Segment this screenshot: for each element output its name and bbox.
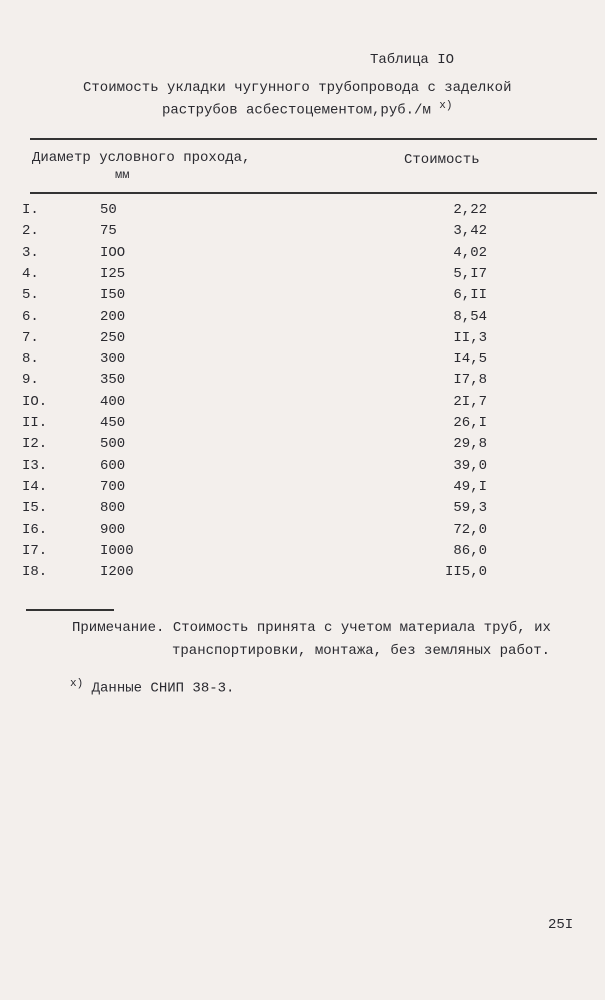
footnote-mark: x) xyxy=(70,678,84,690)
diameter-cell: 700 xyxy=(100,478,126,495)
column-header-diameter: Диаметр условного прохода, xyxy=(32,150,251,166)
diameter-cell: I50 xyxy=(100,287,126,304)
diameter-cell: I000 xyxy=(100,542,134,559)
cost-cell: 4,02 xyxy=(453,244,487,261)
row-number: 3. xyxy=(22,244,39,261)
cost-cell: 6,II xyxy=(453,287,487,304)
diameter-cell: 600 xyxy=(100,457,126,474)
column-header-unit: мм xyxy=(115,168,130,182)
row-number: 2. xyxy=(22,223,39,240)
table-title-line2 xyxy=(162,100,452,119)
cost-cell: II5,0 xyxy=(444,564,487,581)
footnote xyxy=(70,678,234,697)
table-row xyxy=(0,522,605,543)
row-number: I2. xyxy=(22,436,48,453)
row-number: I5. xyxy=(22,500,48,517)
row-number: 6. xyxy=(22,308,39,325)
table-row xyxy=(0,458,605,479)
table-row xyxy=(0,245,605,266)
row-number: 9. xyxy=(22,372,39,389)
table-row xyxy=(0,287,605,308)
cost-cell: 2I,7 xyxy=(453,393,487,410)
table-top-rule xyxy=(30,138,597,140)
row-number: 5. xyxy=(22,287,39,304)
row-number: 4. xyxy=(22,265,39,282)
diameter-cell: 800 xyxy=(100,500,126,517)
table-row xyxy=(0,330,605,351)
diameter-cell: 250 xyxy=(100,329,126,346)
row-number: I3. xyxy=(22,457,48,474)
cost-cell: I7,8 xyxy=(453,372,487,389)
diameter-cell: 450 xyxy=(100,415,126,431)
table-row xyxy=(0,394,605,415)
table-row xyxy=(0,436,605,457)
cost-cell: I4,5 xyxy=(453,351,487,368)
row-number: I8. xyxy=(22,564,48,581)
cost-cell: 59,3 xyxy=(453,500,487,517)
table-row xyxy=(0,223,605,244)
table-row xyxy=(0,372,605,393)
table-header-rule xyxy=(30,192,597,194)
footnote-rule xyxy=(26,609,114,611)
diameter-cell: 200 xyxy=(100,308,126,325)
column-header-cost: Стоимость xyxy=(404,152,480,168)
table-row xyxy=(0,266,605,287)
cost-cell: II,3 xyxy=(453,329,487,346)
row-number: I. xyxy=(22,202,39,218)
page-number: 25I xyxy=(548,917,574,933)
note-line1: Примечание. Стоимость принята с учетом материала труб, их xyxy=(72,620,551,636)
table-row xyxy=(0,500,605,521)
cost-cell: 72,0 xyxy=(453,521,487,538)
footnote-ref: x) xyxy=(439,100,453,112)
table-row xyxy=(0,543,605,564)
cost-cell: 8,54 xyxy=(453,308,487,325)
cost-cell: 29,8 xyxy=(453,436,487,453)
footnote-text: Данные СНИП 38-3. xyxy=(91,680,235,697)
row-number: 8. xyxy=(22,351,39,368)
table-row xyxy=(0,202,605,223)
table-row xyxy=(0,351,605,372)
cost-cell: 2,22 xyxy=(453,202,487,218)
diameter-cell: 50 xyxy=(100,202,117,218)
cost-cell: 86,0 xyxy=(453,542,487,559)
row-number: 7. xyxy=(22,329,39,346)
diameter-cell: 75 xyxy=(100,223,117,240)
title-text: раструбов асбестоцементом,руб./м xyxy=(162,102,431,119)
note-line2: транспортировки, монтажа, без земляных работ. xyxy=(172,643,551,659)
cost-cell: 26,I xyxy=(453,415,487,431)
diameter-cell: 900 xyxy=(100,521,126,538)
row-number: I4. xyxy=(22,478,48,495)
cost-cell: 5,I7 xyxy=(453,265,487,282)
diameter-cell: IOO xyxy=(100,244,126,261)
table-label: Таблица IO xyxy=(370,52,455,68)
diameter-cell: 300 xyxy=(100,351,126,368)
table-row xyxy=(0,309,605,330)
row-number: I6. xyxy=(22,521,48,538)
cost-cell: 39,0 xyxy=(453,457,487,474)
row-number: I7. xyxy=(22,542,48,559)
cost-cell: 3,42 xyxy=(453,223,487,240)
diameter-cell: I25 xyxy=(100,265,126,282)
diameter-cell: 350 xyxy=(100,372,126,389)
diameter-cell: I200 xyxy=(100,564,134,581)
table-row xyxy=(0,564,605,585)
diameter-cell: 500 xyxy=(100,436,126,453)
table-title-line1: Стоимость укладки чугунного трубопровода с заделкой xyxy=(83,80,512,96)
row-number: IO. xyxy=(22,393,48,410)
table-row xyxy=(0,415,605,436)
diameter-cell: 400 xyxy=(100,393,126,410)
row-number: II. xyxy=(22,415,48,431)
cost-cell: 49,I xyxy=(453,478,487,495)
table-row xyxy=(0,479,605,500)
